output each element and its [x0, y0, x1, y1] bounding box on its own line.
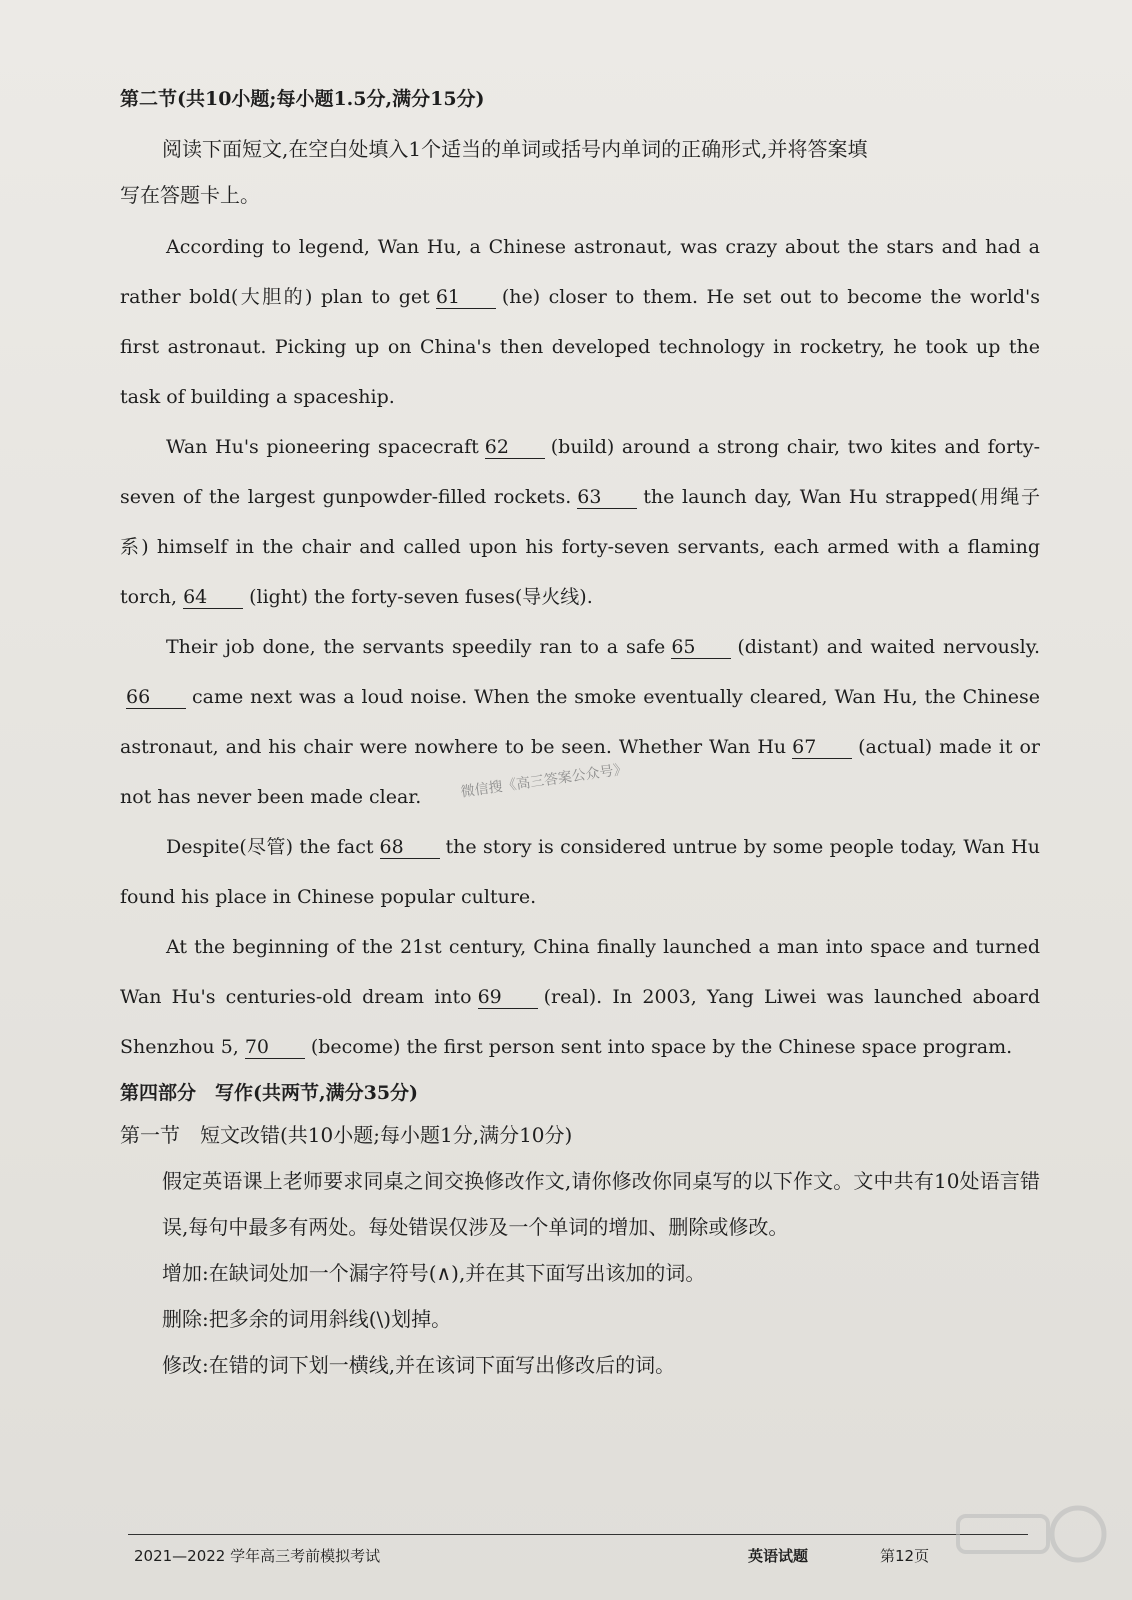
p5-text-b: (real). In 2003, Yang Liwei was launched aboard Shenzhou 5, [120, 986, 1040, 1058]
blank-68[interactable]: 68 [380, 836, 440, 859]
instruction-line-2: 写在答题卡上。 [120, 183, 260, 207]
p2-text-c: the launch day, Wan Hu strapped(用绳子系) himself in the chair and called upon his forty-seven servants, each armed with a flaming torch, [120, 486, 1041, 608]
blank-66[interactable]: 66 [126, 686, 186, 709]
footer-subject: 英语试题 [748, 1547, 809, 1565]
p3-text-b: (distant) and waited nervously. [737, 636, 1040, 658]
p2-text-b: (build) around a strong chair, two kites and forty-seven of the largest gunpowder-filled rockets. [120, 436, 1040, 508]
footer-exam-name: 2021—2022 学年高三考前模拟考试 [134, 1547, 381, 1565]
p3-text-d: (actual) made it or not has never been made clear. [120, 736, 1040, 808]
corner-logo-icon [948, 1496, 1108, 1576]
blank-70[interactable]: 70 [245, 1036, 305, 1059]
passage-paragraph-1 [120, 222, 1040, 422]
part4-section1-title: 第一节 短文改错(共10小题;每小题1分,满分10分) [120, 1123, 573, 1147]
p2-text-d: (light) the forty-seven fuses(导火线). [249, 586, 593, 608]
p4-text-b: the story is considered untrue by some people today, Wan Hu found his place in Chinese popular culture. [120, 836, 1040, 908]
p5-text-a: At the beginning of the 21st century, China finally launched a man into space and turned Wan Hu's centuries-old dream into [120, 936, 1040, 1008]
blank-61[interactable]: 61 [436, 286, 496, 309]
blank-65[interactable]: 65 [671, 636, 731, 659]
passage-paragraph-2 [120, 422, 1040, 622]
page-footer [128, 1534, 1028, 1565]
rule-modify: 修改:在错的词下划一横线,并在该词下面写出修改后的词。 [162, 1353, 676, 1377]
p5-text-c: (become) the first person sent into space by the Chinese space program. [310, 1036, 1013, 1058]
passage-paragraph-4 [120, 822, 1040, 922]
p1-text-b: (he) closer to them. He set out to become the world's first astronaut. Picking up on China's then developed technology in rocketry, he took up the task of building a spaceship. [120, 286, 1040, 408]
part4-intro: 假定英语课上老师要求同桌之间交换修改作文,请你修改你同桌写的以下作文。文中共有10处语言错误,每句中最多有两处。每处错误仅涉及一个单词的增加、删除或修改。 [162, 1169, 1040, 1239]
p3-text-c: came next was a loud noise. When the smoke eventually cleared, Wan Hu, the Chinese astronaut, and his chair were nowhere to be seen. Whether Wan Hu [120, 686, 1040, 758]
rule-delete: 删除:把多余的词用斜线(\)划掉。 [162, 1307, 452, 1331]
rule-add: 增加:在缺词处加一个漏字符号(∧),并在其下面写出该加的词。 [162, 1261, 706, 1285]
footer-page-number: 第12页 [880, 1547, 930, 1565]
page-content [120, 86, 1040, 1388]
watermark-text: 微信搜《高三答案公众号》 [459, 761, 629, 801]
blank-64[interactable]: 64 [183, 586, 243, 609]
section-title: 第二节(共10小题;每小题1.5分,满分15分) [120, 88, 485, 110]
instruction-line-1: 阅读下面短文,在空白处填入1个适当的单词或括号内单词的正确形式,并将答案填 [162, 137, 868, 161]
p2-text-a: Wan Hu's pioneering spacecraft [166, 436, 479, 458]
passage-paragraph-5 [120, 922, 1040, 1072]
blank-67[interactable]: 67 [792, 736, 852, 759]
part4-title: 第四部分 写作(共两节,满分35分) [120, 1082, 419, 1104]
blank-63[interactable]: 63 [577, 486, 637, 509]
p3-text-a: Their job done, the servants speedily ran to a safe [166, 636, 666, 658]
passage-paragraph-3 [120, 622, 1040, 822]
blank-69[interactable]: 69 [478, 986, 538, 1009]
p1-text-a: According to legend, Wan Hu, a Chinese astronaut, was crazy about the stars and had a rather bold(大胆的) plan to get [120, 236, 1040, 308]
p4-text-a: Despite(尽管) the fact [166, 836, 374, 858]
blank-62[interactable]: 62 [485, 436, 545, 459]
